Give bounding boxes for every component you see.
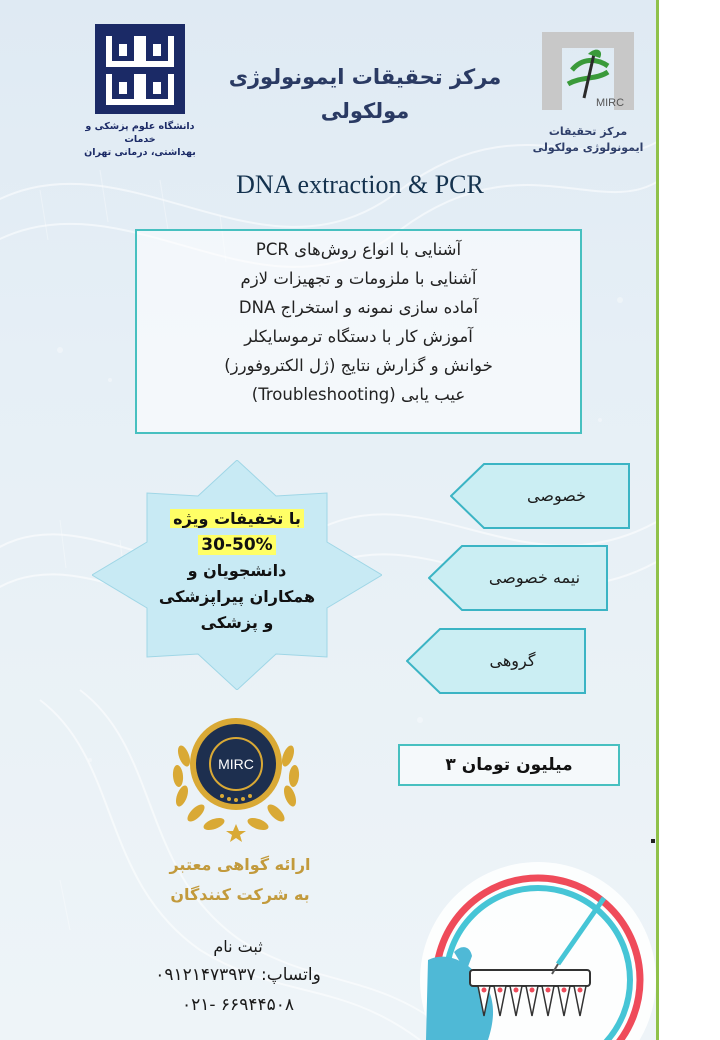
option-label: خصوصی xyxy=(527,486,586,505)
mirc-logo-text: MIRC xyxy=(595,97,625,109)
topic-item: آشنایی با انواع روش‌های PCR xyxy=(255,240,462,259)
mirc-caption-line-1: مرکز تحقیقات xyxy=(548,125,628,138)
topic-item: آشنایی با ملزومات و تجهیزات لازم xyxy=(240,269,477,288)
course-subtitle: DNA extraction & PCR xyxy=(236,170,484,199)
topics-box xyxy=(135,229,582,434)
mirc-caption xyxy=(528,124,648,156)
title-line-2: مولکولی xyxy=(320,99,410,123)
topic-item: عیب یابی (Troubleshooting) xyxy=(251,385,466,404)
registration-title: ثبت نام xyxy=(213,937,263,956)
discount-percent: 30-50% xyxy=(198,535,275,555)
badge-text: MIRC xyxy=(218,756,254,772)
university-caption-line-2: بهداشتی، درمانی تهران xyxy=(84,147,196,158)
certificate-line-2: به شرکت کنندگان xyxy=(170,885,310,904)
mirc-emblem-icon xyxy=(538,28,638,114)
registration-info xyxy=(118,934,358,1020)
university-emblem-icon xyxy=(95,24,185,114)
topic-item: خوانش و گزارش نتایج (ژل الکتروفورز) xyxy=(224,356,493,375)
mirc-caption-line-2: ایمونولوژی مولکولی xyxy=(532,141,644,154)
university-logo xyxy=(76,24,204,159)
certificate-line-1: ارائه گواهی معتبر xyxy=(169,855,311,874)
phone-number: ۰۲۱- ۶۶۹۴۴۵۰۸ xyxy=(182,995,294,1015)
option-semi-private xyxy=(428,545,608,611)
price-box xyxy=(398,744,620,786)
lab-pipette-icon xyxy=(408,840,658,1040)
discount-text xyxy=(92,506,382,636)
laurel-badge-icon xyxy=(162,712,310,842)
university-caption xyxy=(76,120,204,159)
option-group xyxy=(406,628,586,694)
discount-star xyxy=(92,460,382,690)
discount-line-2: همکاران پیراپزشکی xyxy=(158,587,316,606)
whatsapp-number: واتساپ: ۰۹۱۲۱۴۷۳۹۳۷ xyxy=(155,965,321,985)
discount-line-3: و پزشکی xyxy=(200,613,274,632)
discount-title: با تخفیفات ویژه xyxy=(170,509,304,528)
title-line-1: مرکز تحقیقات ایمونولوژی xyxy=(228,65,502,89)
price-text: ۳ میلیون تومان xyxy=(445,755,573,775)
topic-item: آماده سازی نمونه و استخراج DNA xyxy=(238,298,479,317)
mirc-logo xyxy=(528,28,648,156)
option-label: نیمه خصوصی xyxy=(488,568,581,587)
option-label: گروهی xyxy=(489,651,536,670)
university-caption-line-1: دانشگاه علوم پزشکی و خدمات xyxy=(85,121,195,145)
white-side-panel xyxy=(659,0,720,1040)
discount-line-1: دانشجویان و xyxy=(187,561,287,580)
page-title xyxy=(210,60,520,128)
option-private xyxy=(450,463,630,529)
certificate-text xyxy=(150,850,330,910)
topic-item: آموزش کار با دستگاه ترموسایکلر xyxy=(244,327,473,346)
